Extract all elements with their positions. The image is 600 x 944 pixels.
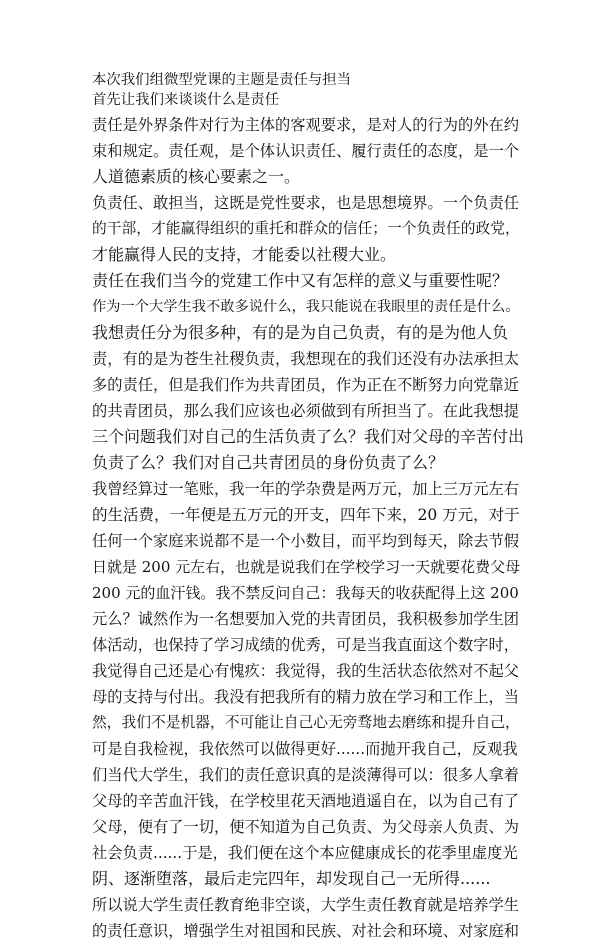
paragraph-cost-account bbox=[92, 476, 524, 892]
text-line: 作为一个大学生我不敢多说什么，我只能说在我眼里的责任是什么。 bbox=[92, 299, 520, 315]
text-line: 200 元的血汗钱。我不禁反问自己：我每天的收获配得上这 200 bbox=[92, 584, 519, 602]
text-line: 的生活费，一年便是五万元的开支，四年下来，20 万元，对于 bbox=[92, 506, 520, 524]
text-line: 人道德素质的核心要素之一。 bbox=[92, 167, 301, 186]
text-line: 所以说大学生责任教育绝非空谈，大学生责任教育就是培养学生 bbox=[92, 896, 519, 914]
text-line: 母的支持与付出。我没有把我所有的精力放在学习和工作上，当 bbox=[92, 688, 519, 706]
text-line: 社会负责......于是，我们便在这个本应健康成长的花季里虚度光 bbox=[92, 844, 518, 862]
text-line: 多的责任，但是我们作为共青团员，作为正在不断努力向党靠近 bbox=[92, 376, 519, 394]
text-line: 元么？诚然作为一名想要加入党的共青团员，我积极参加学生团 bbox=[92, 610, 519, 628]
text-line: 的干部，才能赢得组织的重托和群众的信任；一个负责任的政党， bbox=[92, 220, 520, 237]
paragraph-conclusion bbox=[92, 892, 524, 944]
text-line: 责，有的是为苍生社稷负责，我想现在的我们还没有办法承担太 bbox=[92, 350, 519, 368]
document-intro-line: 首先让我们来谈谈什么是责任 bbox=[92, 92, 280, 108]
text-line: 父母的辛苦血汗钱，在学校里花天酒地逍遥自在，以为自己有了 bbox=[92, 792, 519, 810]
text-line: 负责任、敢担当，这既是党性要求，也是思想境界。一个负责任 bbox=[92, 194, 519, 212]
text-line: 日就是 200 元左右，也就是说我们在学校学习一天就要花费父母 bbox=[92, 558, 521, 576]
text-line: 三个问题我们对自己的生活负责了么？我们对父母的辛苦付出 bbox=[92, 427, 525, 446]
text-line: 我曾经算过一笔账，我一年的学杂费是两万元，加上三万元左右 bbox=[92, 480, 519, 498]
text-line: 们当代大学生，我们的责任意识真的是淡薄得可以：很多人拿着 bbox=[92, 766, 519, 784]
document-title-line: 本次我们组微型党课的主题是责任与担当 bbox=[92, 72, 352, 88]
text-line: 负责了么？我们对自己共青团员的身份负责了么？ bbox=[92, 453, 445, 472]
text-line: 我想责任分为很多种，有的是为自己负责，有的是为他人负 bbox=[92, 323, 509, 342]
text-line: 父母，便有了一切，便不知道为自己负责、为父母亲人负责、为 bbox=[92, 818, 519, 836]
document-page bbox=[92, 70, 524, 944]
text-line: 责任是外界条件对行为主体的客观要求，是对人的行为的外在约 bbox=[92, 116, 519, 134]
text-line: 然，我们不是机器，不可能让自己心无旁骛地去磨练和提升自己， bbox=[92, 714, 520, 731]
text-line: 的共青团员，那么我们应该也必须做到有所担当了。在此我想提 bbox=[92, 402, 519, 420]
text-line: 阴、逐渐堕落，最后走完四年，却发现自己一无所得...... bbox=[92, 869, 491, 888]
paragraph-definition bbox=[92, 112, 524, 190]
text-line: 体活动，也保持了学习成绩的优秀，可是当我直面这个数字时， bbox=[92, 636, 519, 654]
paragraph-student-view bbox=[92, 294, 524, 476]
text-line: 才能赢得人民的支持，才能委以社稷大业。 bbox=[92, 245, 397, 264]
text-line: 可是自我检视，我依然可以做得更好......而抛开我自己，反观我 bbox=[92, 740, 518, 758]
text-line: 束和规定。责任观，是个体认识责任、履行责任的态度，是一个 bbox=[92, 142, 519, 160]
text-line: 我觉得自己还是心有愧疚：我觉得，我的生活状态依然对不起父 bbox=[92, 662, 519, 680]
text-line: 任何一个家庭来说都不是一个小数目，而平均到每天，除去节假 bbox=[92, 532, 519, 550]
paragraph-party-spirit bbox=[92, 190, 524, 268]
paragraph-question bbox=[92, 268, 524, 294]
text-line: 的责任意识，增强学生对祖国和民族、对社会和环境、对家庭和 bbox=[92, 922, 519, 940]
text-line: 责任在我们当今的党建工作中又有怎样的意义与重要性呢？ bbox=[92, 271, 509, 290]
